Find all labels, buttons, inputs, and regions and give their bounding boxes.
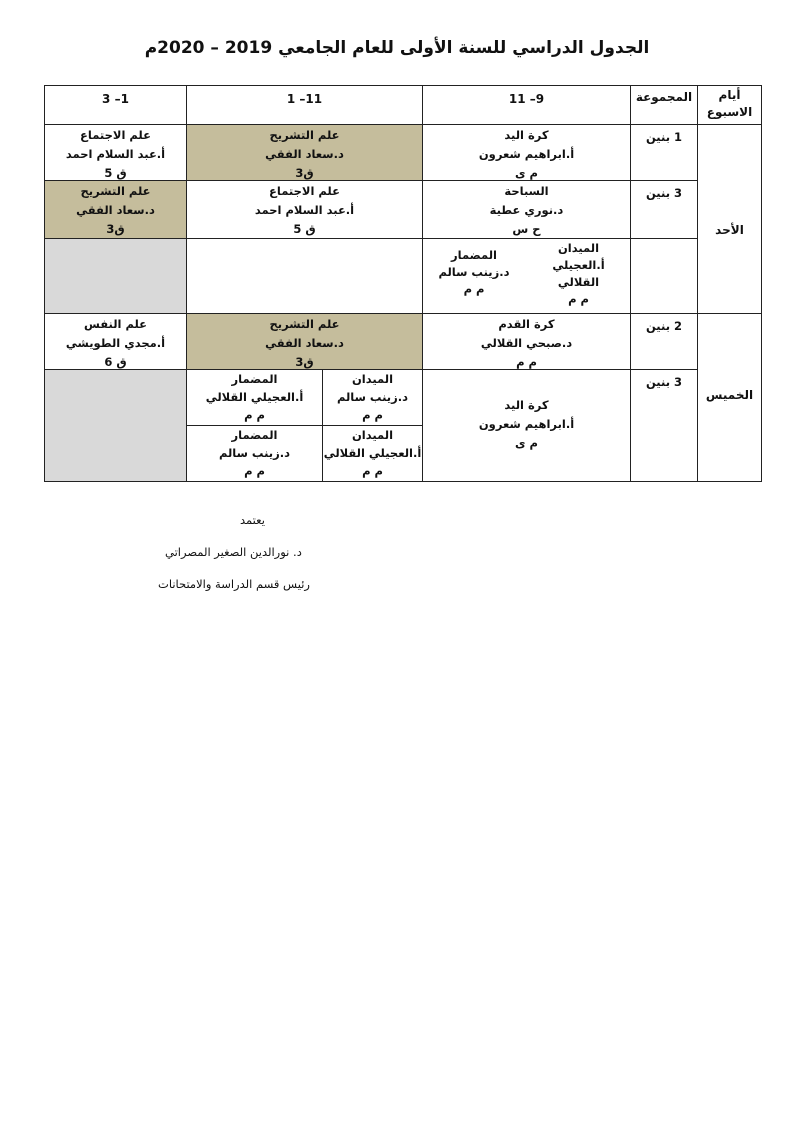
header-days: أيام الاسبوع bbox=[697, 85, 762, 125]
sunday-r3-period-3-empty bbox=[44, 238, 187, 314]
header-period-2: 11– 1 bbox=[186, 85, 423, 125]
header-group: المجموعة bbox=[630, 85, 698, 125]
thursday-g2-period-1: كرة القدم د.صبحي القلالي م م bbox=[422, 313, 631, 370]
schedule-table bbox=[44, 85, 762, 482]
thursday-g3-period-1: كرة اليد أ.ابراهيم شعرون م ى bbox=[422, 369, 631, 482]
thursday-g2-period-3: علم النفس أ.مجدي الطويشي ق 6 bbox=[44, 313, 187, 370]
signature-name: د. نورالدين الصغير المصراتي bbox=[165, 545, 302, 559]
group-sunday-3: 3 بنين bbox=[630, 180, 698, 239]
sunday-g1-period-3: علم الاجتماع أ.عبد السلام احمد ق 5 bbox=[44, 124, 187, 181]
sunday-g3-period-2: علم الاجتماع أ.عبد السلام احمد ق 5 bbox=[186, 180, 423, 239]
group-thursday-3: 3 بنين bbox=[630, 369, 698, 482]
signature-title: رئيس قسم الدراسة والامتحانات bbox=[158, 577, 310, 591]
sunday-g3-period-1: السباحة د.نوري عطية ح س bbox=[422, 180, 631, 239]
signature-approve: يعتمد bbox=[240, 513, 265, 527]
sunday-g3-period-3: علم التشريح د.سعاد الفقي ق3 bbox=[44, 180, 187, 239]
thursday-g2-period-2: علم التشريح د.سعاد الفقي ق3 bbox=[186, 313, 423, 370]
thursday-g3-split-c: الميدان أ.العجيلي القلالي م م bbox=[322, 425, 423, 482]
sunday-g1-period-1: كرة اليد أ.ابراهيم شعرون م ى bbox=[422, 124, 631, 181]
sunday-g1-period-2: علم التشريح د.سعاد الفقي ق3 bbox=[186, 124, 423, 181]
sunday-r3-period-2-empty bbox=[186, 238, 423, 314]
page-title: الجدول الدراسي للسنة الأولى للعام الجامعي 2019 – 2020م bbox=[144, 38, 650, 58]
day-sunday: الأحد bbox=[697, 124, 762, 314]
header-period-3: 1– 3 bbox=[44, 85, 187, 125]
group-sunday-empty bbox=[630, 238, 698, 314]
sunday-r3-field-track: الميدان أ.العجيلي القلالي م م المضمار د.زينب سالم م م bbox=[422, 238, 631, 314]
group-sunday-1: 1 بنين bbox=[630, 124, 698, 181]
thursday-g3-split-a: الميدان د.زينب سالم م م bbox=[322, 369, 423, 426]
day-thursday: الخميس bbox=[697, 313, 762, 482]
thursday-g3-split-b: المضمار أ.العجيلي القلالي م م bbox=[186, 369, 323, 426]
group-thursday-2: 2 بنين bbox=[630, 313, 698, 370]
header-period-1: 9– 11 bbox=[422, 85, 631, 125]
thursday-g3-period-3-empty bbox=[44, 369, 187, 482]
thursday-g3-split-d: المضمار د.زينب سالم م م bbox=[186, 425, 323, 482]
